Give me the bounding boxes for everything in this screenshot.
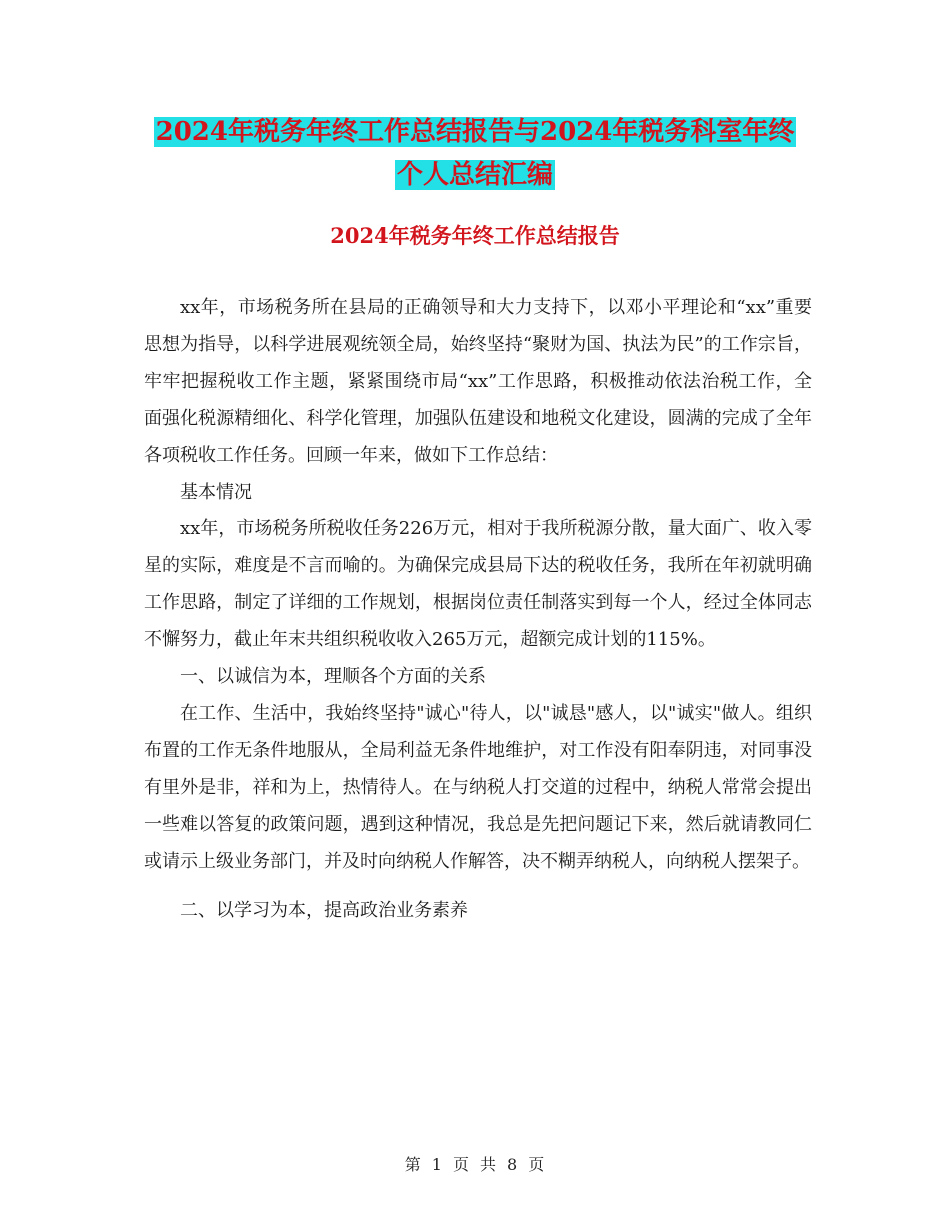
document-body: [144, 290, 812, 929]
paragraph-integrity: 在工作、生活中，我始终坚持"诚心"待人，以"诚恳"感人，以"诚实"做人。组织布置的工作无条件地服从，全局利益无条件地维护，对工作没有阳奉阴违，对同事没有里外是非，祥和为上，热情待人。在与纳税人打交道的过程中，纳税人常常会提出一些难以答复的政策问题，遇到这种情况，我总是先把问题记下来，然后就请教同仁或请示上级业务部门，并及时向纳税人作解答，决不糊弄纳税人，向纳税人摆架子。: [144, 702, 812, 872]
heading-learning: 二、以学习为本，提高政治业务素养: [180, 899, 468, 921]
document-title-line-1: [0, 110, 950, 154]
footer-prefix: 第: [404, 1155, 422, 1174]
heading-basic-situation: 基本情况: [180, 481, 252, 503]
footer-suffix: 页: [528, 1155, 546, 1174]
footer-page-number: 1: [431, 1155, 443, 1174]
footer-page-label: 页: [452, 1155, 470, 1174]
heading-integrity: 一、以诚信为本，理顺各个方面的关系: [180, 666, 486, 688]
paragraph-gap: [144, 881, 812, 893]
title-highlight-1: 2024年税务年终工作总结报告与2024年税务科室年终: [155, 117, 795, 147]
document-title-line-2: [0, 153, 950, 197]
paragraph-basic-situation: xx年，市场税务所税收任务226万元，相对于我所税源分散，量大面广、收入零星的实际，难度是不言而喻的。为确保完成县局下达的税收任务，我所在年初就明确工作思路，制定了详细的工作规划，根据岗位责任制落实到每一个人，经过全体同志不懈努力，截止年末共组织税收收入265万元，超额完成计划的115%。: [144, 518, 812, 651]
footer-total-pages: 8: [507, 1155, 519, 1174]
page-footer: [0, 1152, 950, 1175]
section-title: 2024年税务年终工作总结报告: [330, 223, 620, 248]
footer-total-label: 共: [480, 1155, 498, 1174]
paragraph-intro: xx年，市场税务所在县局的正确领导和大力支持下，以邓小平理论和“xx”重要思想为指导，以科学进展观统领全局，始终坚持“聚财为国、执法为民”的工作宗旨，牢牢把握税收工作主题，紧紧围绕市局“xx”工作思路，积极推动依法治税工作，全面强化税源精细化、科学化管理，加强队伍建设和地税文化建设，圆满的完成了全年各项税收工作任务。回顾一年来，做如下工作总结：: [144, 297, 812, 466]
title-highlight-2: 个人总结汇编: [396, 160, 553, 190]
